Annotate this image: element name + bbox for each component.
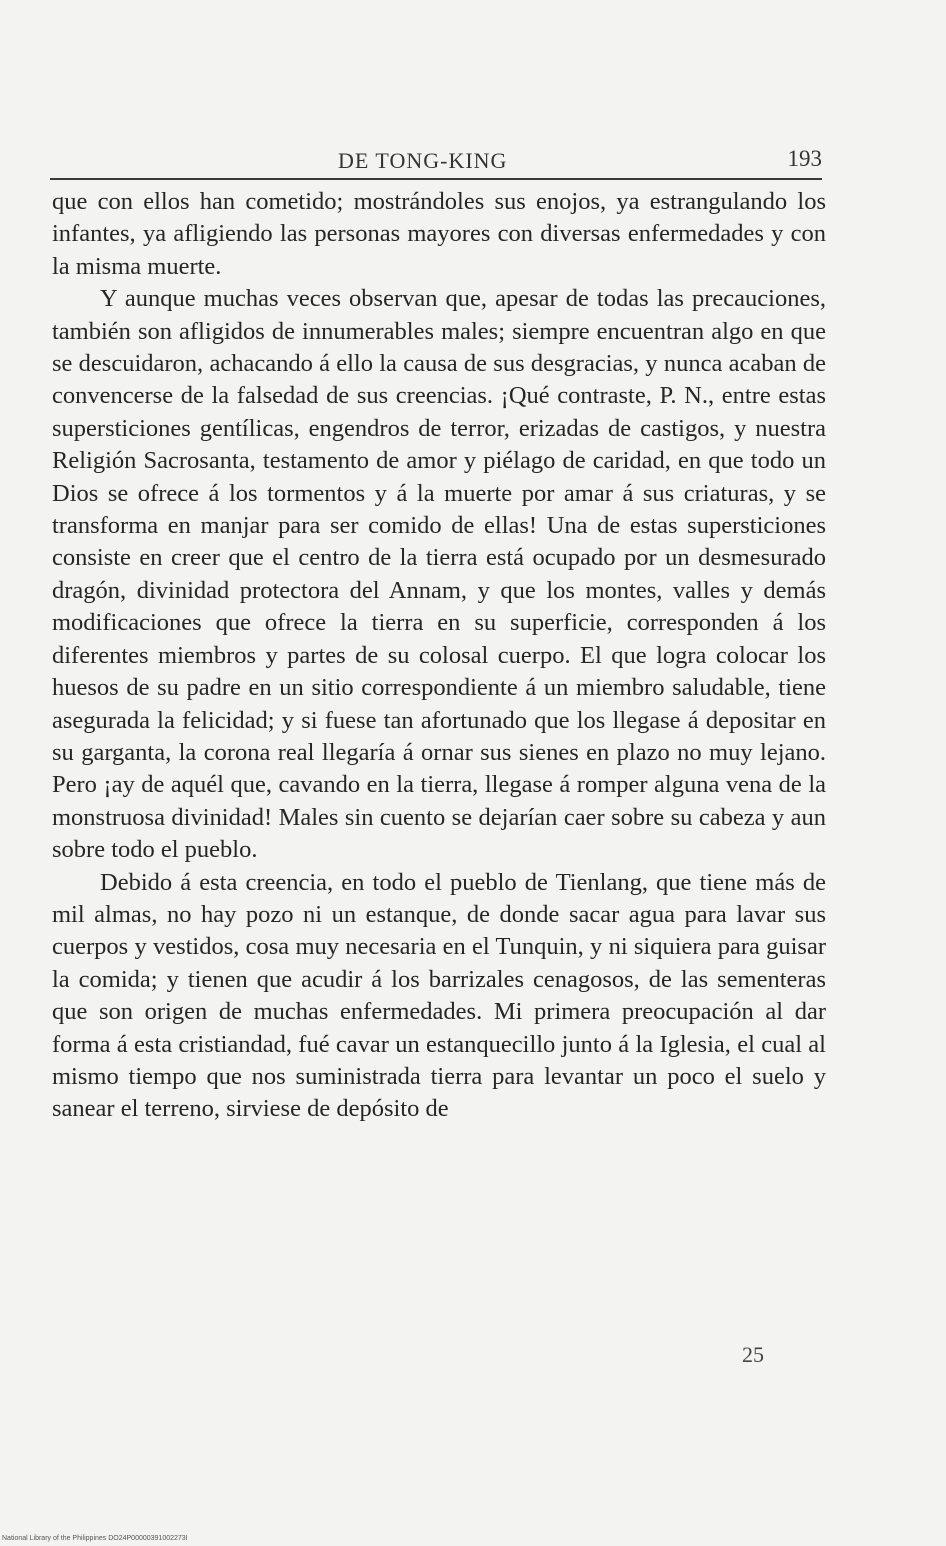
running-title: DE TONG-KING: [338, 148, 508, 173]
paragraph-continuation: que con ellos han cometido; mostrándoles sus enojos, ya estrangulando los infantes, ya afligiendo las personas mayores con diversas enfermedades y con la misma muerte.: [52, 188, 826, 280]
page-number: 193: [787, 146, 822, 171]
body-text: [52, 186, 826, 1126]
footer-credit: National Library of the Philippines DO24P00000391002273I: [2, 1535, 188, 1542]
running-head: [50, 146, 822, 180]
signature-mark: 25: [742, 1342, 764, 1367]
paragraph-superstitions: Y aunque muchas veces observan que, apesar de todas las precauciones, también son afligidos de innumerables males; siempre encuentran algo en que se descuidaron, achacando á ello la causa de sus desgracias, y nunca acaban de convencerse de la falsedad de sus creencias. ¡Qué contraste, P. N., entre estas supersticiones gentílicas, engendros de terror, erizadas de castigos, y nuestra Religión Sacrosanta, testamento de amor y piélago de caridad, en que todo un Dios se ofrece á los tormentos y á la muerte por amar á sus criaturas, y se transforma en manjar para ser comido de ellas! Una de estas supersticiones consiste en creer que el centro de la tierra está ocupado por un desmesurado dragón, divinidad protectora del Annam, y que los montes, valles y demás modificaciones que ofrece la tierra en su superficie, corresponden á los diferentes miembros y partes de su colosal cuerpo. El que logra colocar los huesos de su padre en un sitio correspondiente á un miembro saludable, tiene asegurada la felicidad; y si fuese tan afortunado que los llegase á depositar en su garganta, la corona real llegaría á ornar sus sienes en plazo no muy lejano. Pero ¡ay de aquél que, cavando en la tierra, llegase á romper alguna vena de la monstruosa divinidad! Males sin cuento se dejarían caer sobre su cabeza y aun sobre todo el pueblo.: [52, 285, 826, 864]
paragraph-tienlang: Debido á esta creencia, en todo el pueblo de Tienlang, que tiene más de mil almas, no hay pozo ni un estanque, de donde sacar agua para lavar sus cuerpos y vestidos, cosa muy necesaria en el Tunquin, y ni siquiera para guisar la comida; y tienen que acudir á los barrizales cenagosos, de las sementeras que son origen de muchas enfermedades. Mi primera preocupación al dar forma á esta cristiandad, fué cavar un estanquecillo junto á la Iglesia, el cual al mismo tiempo que nos suministrada tierra para levantar un poco el suelo y sanear el terreno, sirviese de depósito de: [52, 868, 826, 1123]
